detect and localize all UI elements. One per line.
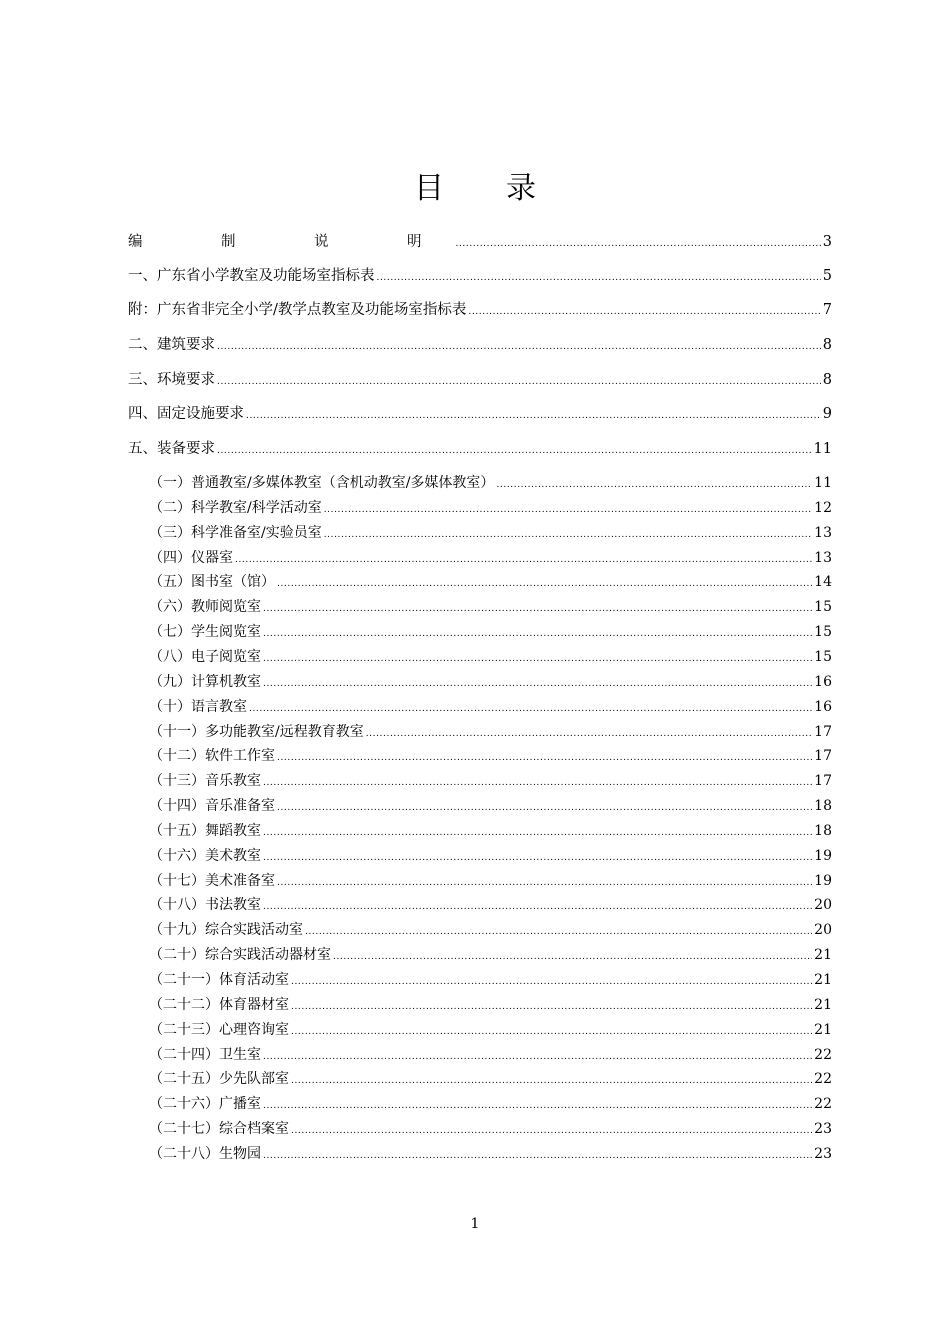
toc-subentry[interactable]	[149, 946, 832, 966]
toc-entry-page: 7	[822, 302, 832, 318]
toc-entry[interactable]	[128, 440, 832, 460]
toc-subentry-page: 21	[814, 972, 832, 988]
toc-subentry-page: 14	[814, 574, 832, 591]
toc-leader-dots	[366, 725, 812, 743]
toc-subentry-label: （十四）音乐准备室	[149, 798, 275, 815]
toc-subentry-label: （七）学生阅览室	[149, 624, 261, 641]
toc-entry-label: 五、装备要求	[128, 441, 215, 457]
toc-subentry-page: 22	[814, 1071, 832, 1088]
toc-subentry[interactable]	[149, 524, 832, 544]
toc-leader-dots	[377, 269, 821, 287]
toc-leader-dots	[249, 700, 812, 718]
toc-subentry-label: （二）科学教室/科学活动室	[149, 499, 322, 516]
toc-subentry-page: 18	[814, 798, 832, 815]
toc-entry-label: 编 制 说 明	[128, 234, 454, 250]
toc-entry-page: 3	[822, 234, 832, 250]
toc-subentry[interactable]	[149, 648, 832, 668]
toc-leader-dots	[217, 442, 812, 460]
toc-subentry[interactable]	[149, 598, 832, 618]
toc-leader-dots	[263, 1048, 812, 1066]
toc-leader-dots	[263, 849, 812, 867]
toc-leader-dots	[291, 973, 812, 991]
toc-leader-dots	[263, 675, 812, 693]
toc-subentry[interactable]	[149, 921, 832, 941]
toc-subentry-label: （二十七）综合档案室	[149, 1121, 289, 1138]
toc-subentry-label: （二十八）生物园	[149, 1145, 261, 1162]
toc-leader-dots	[277, 799, 812, 817]
toc-subentry-label: （五）图书室（馆）	[149, 574, 275, 591]
toc-entry[interactable]	[128, 267, 832, 287]
toc-subentry[interactable]	[149, 1021, 832, 1041]
toc-subentry[interactable]	[149, 549, 832, 569]
toc-subentry-page: 21	[814, 996, 832, 1013]
toc-subentry-label: （十五）舞蹈教室	[149, 822, 261, 839]
toc-entry-label: 一、广东省小学教室及功能场室指标表	[128, 268, 375, 284]
toc-subentry-label: （十七）美术准备室	[149, 872, 275, 889]
toc-entry-page: 11	[813, 441, 832, 457]
toc-subentry[interactable]	[149, 1145, 832, 1165]
toc-subentry[interactable]	[149, 698, 832, 718]
toc-subentry-page: 19	[814, 872, 832, 889]
toc-leader-dots	[263, 1097, 812, 1115]
toc-subentry-page: 19	[814, 847, 832, 864]
toc-subentry-page: 15	[814, 624, 832, 641]
toc-subentry[interactable]	[149, 1046, 832, 1066]
toc-entry[interactable]	[128, 371, 832, 391]
toc-entry[interactable]	[128, 336, 832, 356]
toc-subentry[interactable]	[149, 996, 832, 1016]
toc-subentry-label: （九）计算机教室	[149, 673, 261, 690]
toc-entry[interactable]	[128, 405, 832, 425]
toc-subentry[interactable]	[149, 747, 832, 767]
toc-subentry-page: 12	[814, 499, 832, 516]
toc-leader-dots	[235, 551, 812, 569]
toc-subentry-page: 21	[814, 1021, 832, 1038]
toc-subentry[interactable]	[149, 474, 832, 494]
toc-leader-dots	[468, 303, 820, 321]
toc-subentry-label: （二十三）心理咨询室	[149, 1021, 289, 1038]
toc-subentry-page: 22	[814, 1046, 832, 1063]
toc-leader-dots	[277, 575, 812, 593]
toc-subentry-page: 17	[814, 773, 832, 790]
toc-subentry-label: （二十一）体育活动室	[149, 972, 289, 988]
toc-subentry-page: 11	[814, 475, 832, 491]
toc-entry-label: 附：广东省非完全小学/教学点教室及功能场室指标表	[128, 302, 467, 318]
toc-leader-dots	[263, 824, 812, 842]
toc-subentry-page: 21	[814, 947, 832, 964]
toc-subentry[interactable]	[149, 623, 832, 643]
toc-subentry[interactable]	[149, 797, 832, 817]
toc-entry-label: 二、建筑要求	[128, 337, 215, 353]
toc-entry-page: 8	[822, 337, 832, 353]
toc-leader-dots	[263, 650, 812, 668]
toc-leader-dots	[263, 898, 812, 916]
toc-subentry-label: （十二）软件工作室	[149, 748, 275, 765]
toc-subentry-label: （十）语言教室	[149, 698, 247, 715]
toc-subentry-page: 13	[814, 549, 832, 566]
toc-subentry-label: （十八）书法教室	[149, 897, 261, 914]
page-title	[0, 163, 950, 207]
toc-subentry[interactable]	[149, 822, 832, 842]
toc-subentry[interactable]	[149, 847, 832, 867]
toc-leader-dots	[456, 235, 821, 253]
toc-subentry-label: （二十二）体育器材室	[149, 996, 289, 1013]
toc-leader-dots	[263, 774, 812, 792]
toc-subentry[interactable]	[149, 1120, 832, 1140]
toc-subentry-label: （二十五）少先队部室	[149, 1071, 289, 1088]
toc-leader-dots	[291, 1072, 812, 1090]
toc-subentry-page: 23	[814, 1121, 832, 1138]
toc-subentry[interactable]	[149, 573, 832, 593]
toc-entry[interactable]	[128, 233, 832, 253]
toc-entry-label: 三、环境要求	[128, 372, 215, 388]
toc-leader-dots	[277, 874, 812, 892]
toc-entry-label: 四、固定设施要求	[128, 406, 244, 422]
toc-entry-page: 5	[822, 268, 832, 284]
toc-subentry-label: （二十）综合实践活动器材室	[149, 947, 331, 964]
toc-subentry-label: （二十四）卫生室	[149, 1046, 261, 1063]
toc-subentry[interactable]	[149, 723, 832, 743]
toc-entry[interactable]	[128, 301, 832, 321]
toc-subentry[interactable]	[149, 1070, 832, 1090]
toc-subentry-label: （十一）多功能教室/远程教育教室	[149, 723, 364, 740]
toc-subentry-label: （三）科学准备室/实验员室	[149, 524, 322, 541]
toc-subentry-page: 23	[814, 1145, 832, 1162]
title-char-2: 录	[506, 171, 536, 206]
toc-subentry-page: 18	[814, 822, 832, 839]
toc-subentry-label: （八）电子阅览室	[149, 648, 261, 665]
toc-subentry[interactable]	[149, 971, 832, 991]
toc-entry-page: 8	[822, 372, 832, 388]
toc-subentry-label: （六）教师阅览室	[149, 599, 261, 616]
toc-leader-dots	[333, 948, 812, 966]
toc-leader-dots	[324, 526, 812, 544]
toc-leader-dots	[263, 600, 812, 618]
toc-leader-dots	[305, 923, 812, 941]
toc-entry-page: 9	[822, 406, 832, 422]
toc-leader-dots	[496, 476, 812, 494]
toc-subentry-page: 17	[814, 748, 832, 765]
toc-subentry[interactable]	[149, 1095, 832, 1115]
toc-subentry-label: （一）普通教室/多媒体教室（含机动教室/多媒体教室）	[149, 475, 495, 491]
toc-leader-dots	[217, 338, 821, 356]
toc-leader-dots	[246, 407, 821, 425]
toc-leader-dots	[291, 998, 812, 1016]
toc-subentry-label: （十九）综合实践活动室	[149, 922, 303, 939]
toc-subentry-page: 15	[814, 599, 832, 616]
toc-subentry-page: 20	[814, 897, 832, 914]
toc-subentry[interactable]	[149, 772, 832, 792]
toc-leader-dots	[324, 501, 812, 519]
toc-subentry-page: 17	[814, 723, 832, 740]
toc-subentry-page: 20	[814, 922, 832, 939]
toc-leader-dots	[263, 625, 812, 643]
toc-subentry-label: （四）仪器室	[149, 549, 233, 566]
toc-subentry-label: （二十六）广播室	[149, 1096, 261, 1113]
toc-subentry[interactable]	[149, 872, 832, 892]
toc-subentry-page: 15	[814, 648, 832, 665]
toc-subentry-page: 13	[814, 524, 832, 541]
toc-subentry-label: （十三）音乐教室	[149, 773, 261, 790]
toc-leader-dots	[291, 1023, 812, 1041]
toc-subentry-page: 16	[814, 698, 832, 715]
toc-subentry-label: （十六）美术教室	[149, 847, 261, 864]
page-number: 1	[470, 1216, 480, 1232]
toc-leader-dots	[217, 373, 821, 391]
toc-leader-dots	[291, 1122, 812, 1140]
toc-subentry[interactable]	[149, 499, 832, 519]
toc-subentry[interactable]	[149, 896, 832, 916]
title-char-1: 目	[414, 171, 444, 206]
toc-leader-dots	[263, 1147, 812, 1165]
toc-subentry-page: 16	[814, 673, 832, 690]
toc-subentry[interactable]	[149, 673, 832, 693]
toc-leader-dots	[277, 749, 812, 767]
toc-subentry-page: 22	[814, 1096, 832, 1113]
